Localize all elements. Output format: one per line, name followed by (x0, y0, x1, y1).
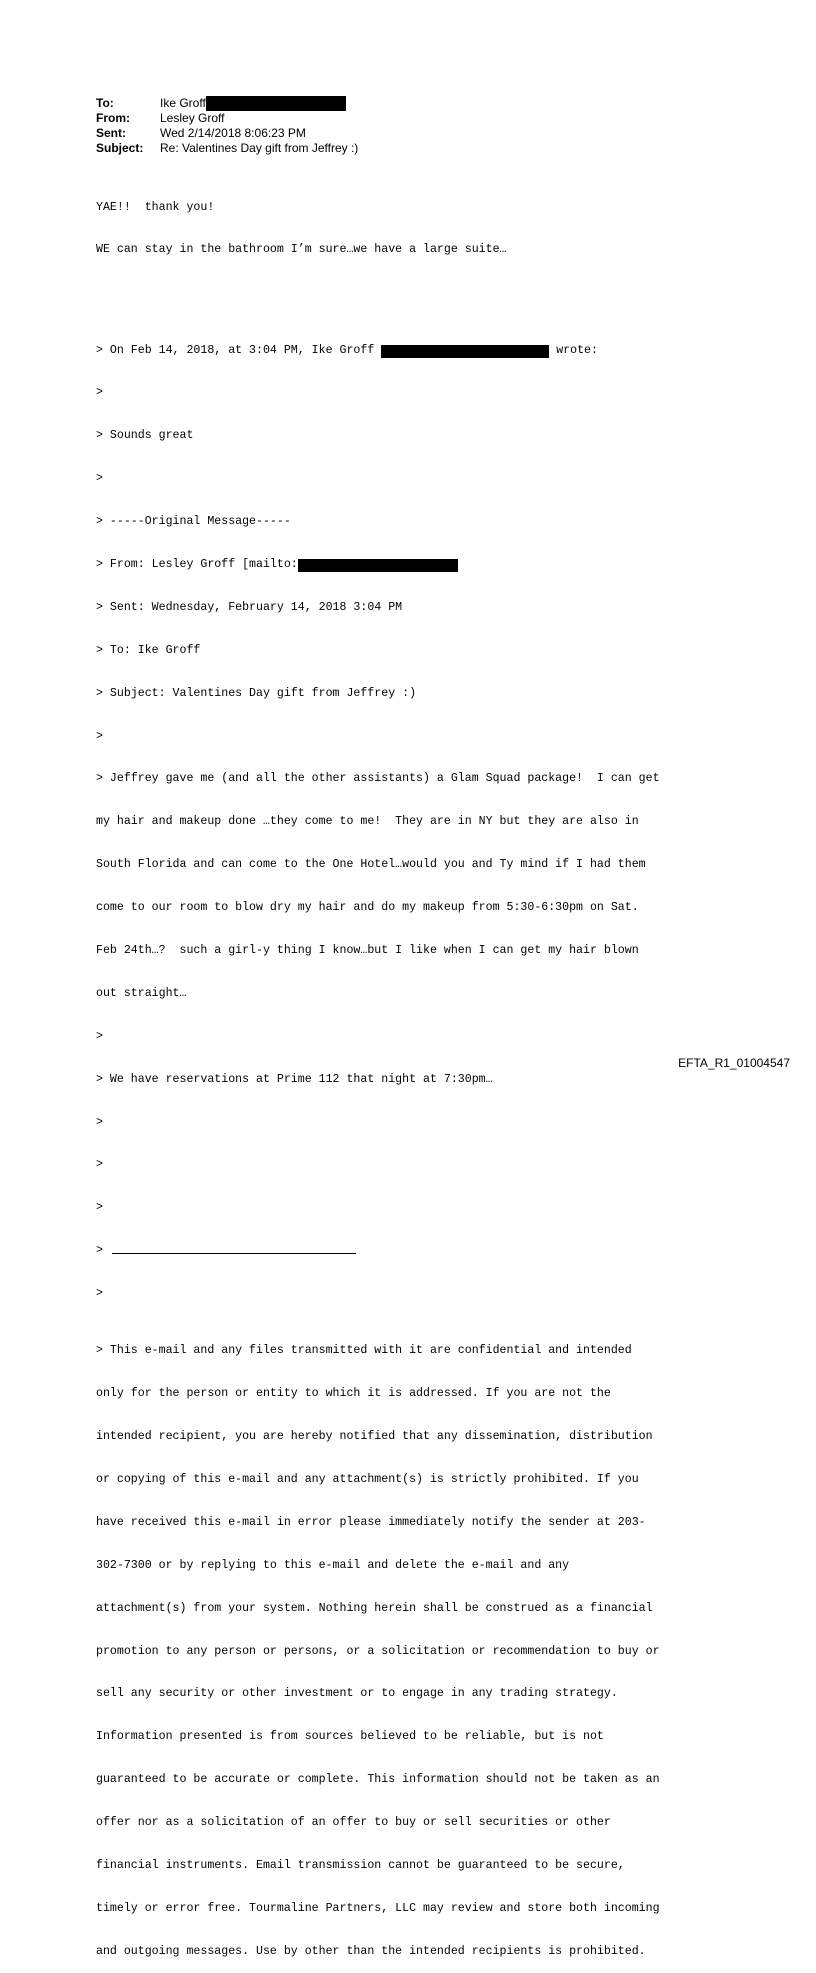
message-line: > Jeffrey gave me (and all the other assistants) a Glam Squad package! I can get (96, 772, 660, 786)
disclaimer-line: guaranteed to be accurate or complete. This information should not be taken as an (96, 1773, 660, 1787)
disclaimer-line: only for the person or entity to which it is addressed. If you are not the (96, 1387, 611, 1401)
quote-blank: > (96, 1287, 103, 1301)
quote-blank: > (96, 386, 103, 400)
disclaimer-line: and outgoing messages. Use by other than the intended recipients is prohibited. (96, 1944, 646, 1958)
quote-blank: > (96, 1115, 103, 1129)
reply-line: YAE!! thank you! (96, 200, 215, 214)
signature-rule (112, 1244, 356, 1254)
disclaimer-line: Information presented is from sources believed to be reliable, but is not (96, 1730, 604, 1744)
quote-blank: > (96, 1158, 103, 1172)
original-message-marker: > -----Original Message----- (96, 515, 291, 529)
quote-blank: > (96, 472, 103, 486)
disclaimer-line: promotion to any person or persons, or a solicitation or recommendation to buy or (96, 1644, 660, 1658)
quote-line: > Sounds great (96, 429, 194, 443)
quote-attribution-prefix: > On Feb 14, 2018, at 3:04 PM, Ike Groff (96, 343, 382, 357)
original-from-text: > From: Lesley Groff [mailto: (96, 558, 298, 572)
quote-blank: > (96, 729, 103, 743)
original-to: > To: Ike Groff (96, 643, 201, 657)
disclaimer-line: timely or error free. Tourmaline Partners, LLC may review and store both incoming (96, 1901, 660, 1915)
to-label: To: (96, 96, 114, 110)
sent-value: Wed 2/14/2018 8:06:23 PM (160, 126, 306, 140)
redaction-bar (381, 345, 549, 358)
document-id: EFTA_R1_01004547 (678, 1056, 790, 1070)
reservation-line: > We have reservations at Prime 112 that night at 7:30pm… (96, 1072, 493, 1086)
quote-attribution-suffix: wrote: (549, 343, 598, 357)
quote-blank: > (96, 1029, 103, 1043)
from-label: From: (96, 111, 130, 125)
redaction-bar (298, 559, 458, 572)
blank-line (96, 286, 796, 300)
disclaimer-line: or copying of this e-mail and any attachment(s) is strictly prohibited. If you (96, 1473, 639, 1487)
to-value (160, 96, 346, 111)
disclaimer-line: have received this e-mail in error please immediately notify the sender at 203- (96, 1515, 646, 1529)
message-line: my hair and makeup done …they come to me! They are in NY but they are also in (96, 815, 639, 829)
from-value: Lesley Groff (160, 111, 225, 125)
message-line: come to our room to blow dry my hair and do my makeup from 5:30-6:30pm on Sat. (96, 901, 639, 915)
disclaimer-line: financial instruments. Email transmission cannot be guaranteed to be secure, (96, 1859, 625, 1873)
disclaimer-line: attachment(s) from your system. Nothing herein shall be construed as a financial (96, 1601, 653, 1615)
subject-label: Subject: (96, 141, 144, 155)
subject-value: Re: Valentines Day gift from Jeffrey :) (160, 141, 359, 155)
message-line: out straight… (96, 986, 187, 1000)
disclaimer-line: sell any security or other investment or to engage in any trading strategy. (96, 1687, 618, 1701)
original-from (96, 558, 796, 572)
sent-label: Sent: (96, 126, 126, 140)
reply-line: WE can stay in the bathroom I’m sure…we have a large suite… (96, 243, 507, 257)
original-subject: > Subject: Valentines Day gift from Jeffrey :) (96, 686, 417, 700)
message-line: South Florida and can come to the One Hotel…would you and Ty mind if I had them (96, 858, 646, 872)
redaction-bar (206, 96, 346, 111)
quote-attribution (96, 344, 796, 358)
signature-rule-line (96, 1244, 796, 1258)
signature-rule-prefix: > (96, 1244, 110, 1258)
disclaimer-line: > This e-mail and any files transmitted with it are confidential and intended (96, 1344, 632, 1358)
message-line: Feb 24th…? such a girl-y thing I know…but I like when I can get my hair blown (96, 944, 639, 958)
original-sent: > Sent: Wednesday, February 14, 2018 3:04 PM (96, 600, 403, 614)
to-name: Ike Groff (160, 96, 206, 110)
quote-blank: > (96, 1201, 103, 1215)
disclaimer-line: 302-7300 or by replying to this e-mail and delete the e-mail and any (96, 1558, 570, 1572)
disclaimer-line: offer nor as a solicitation of an offer to buy or sell securities or other (96, 1816, 611, 1830)
disclaimer-line: intended recipient, you are hereby notified that any dissemination, distribution (96, 1430, 653, 1444)
